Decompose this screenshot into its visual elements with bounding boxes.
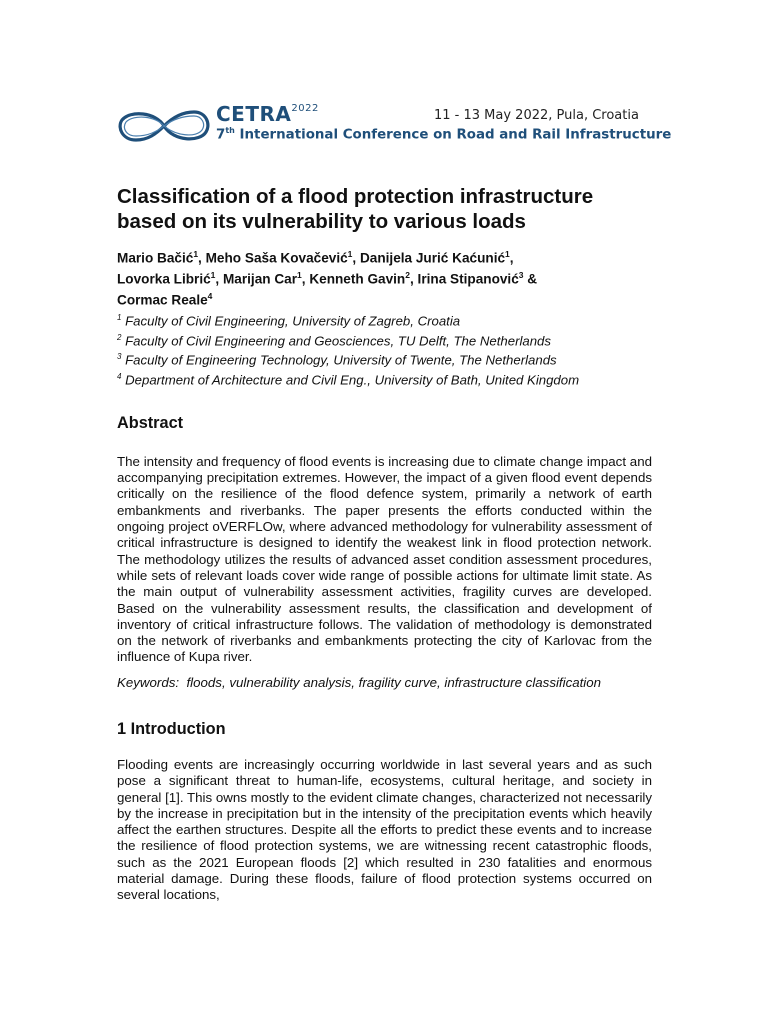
author-list: Mario Bačić$^1$, Meho Saša Kovačević$^1$, Danijela Jurić Kaćunić$^1$, Lovorka Librić$^1$, Marijan Car$^1$, Kenneth Gavin$^2$, Irina Stipanović$^3$ & Cormac Reale$^4$ bbox=[117, 249, 538, 308]
introduction-heading: 1 Introduction bbox=[117, 720, 226, 738]
paper-content bbox=[117, 184, 652, 904]
affiliation-item: $^2$ Faculty of Civil Engineering and Geosciences, TU Delft, The Netherlands bbox=[117, 332, 551, 349]
conference-name: 7th International Conference on Road and Rail Infrastructure bbox=[216, 126, 672, 143]
conference-brand: $CETRA^{2022}$ bbox=[216, 102, 319, 126]
affiliation-item: $^4$ Department of Architecture and Civil Eng., University of Bath, United Kingdom bbox=[117, 372, 580, 388]
abstract-text: The intensity and frequency of flood events is increasing due to climate change impact and accompanying precipitation extremes. However, the impact of a given flood event depends critically on the resilience of the flood defence system, primarily a network of earth embankments and riverbanks. The paper presents the efforts conducted within the ongoing project oVERFLOw, where advanced methodology for vulnerability assessment of critical infrastructure is designed to identify the weakest link in flood protection network. The methodology utilizes the results of advanced asset condition assessment procedures, while sets of relevant loads cover wide range of possible actions for ultimate limit state. As the main output of vulnerability assessment activities, fragility curves are developed. Based on the vulnerability assessment results, the classification and development of inventory of critical infrastructure follows. The validation of methodology is demonstrated on the network of riverbanks and embankments protecting the city of Karlovac from the influence of Kupa river. bbox=[117, 453, 652, 665]
conference-header bbox=[116, 100, 672, 150]
affiliation-item: $^3$ Faculty of Engineering Technology, University of Twente, The Netherlands bbox=[117, 352, 557, 368]
affiliation-item: $^1$ Faculty of Civil Engineering, University of Zagreb, Croatia bbox=[117, 313, 461, 329]
abstract-heading: Abstract bbox=[117, 413, 184, 432]
introduction-text: Flooding events are increasingly occurring worldwide in last several years and as such pose a significant threat to human-life, ecosystems, cultural heritage, and society in general [1]. This owns mostly to the evident climate changes, characterized not necessarily by the increase in precipitation but in the intensity of the precipitation events which heavily affect the earthen structures. Despite all the efforts to predict these events and to increase the resilience of flood protection systems, we are witnessing recent catastrophic floods, such as the 2021 European floods [2] which resulted in 230 fatalities and enormous material damage. During these floods, failure of flood protection systems occurred on several locations, bbox=[117, 757, 652, 903]
infinity-logo-icon bbox=[116, 106, 212, 146]
affiliation-list bbox=[117, 310, 652, 389]
paper-title: Classification of a flood protection infrastructure based on its vulnerability to various loads bbox=[117, 185, 594, 233]
conference-date-location: 11 - 13 May 2022, Pula, Croatia bbox=[434, 108, 639, 123]
keywords-line: Keywords: floods, vulnerability analysis, fragility curve, infrastructure classification bbox=[117, 674, 602, 690]
